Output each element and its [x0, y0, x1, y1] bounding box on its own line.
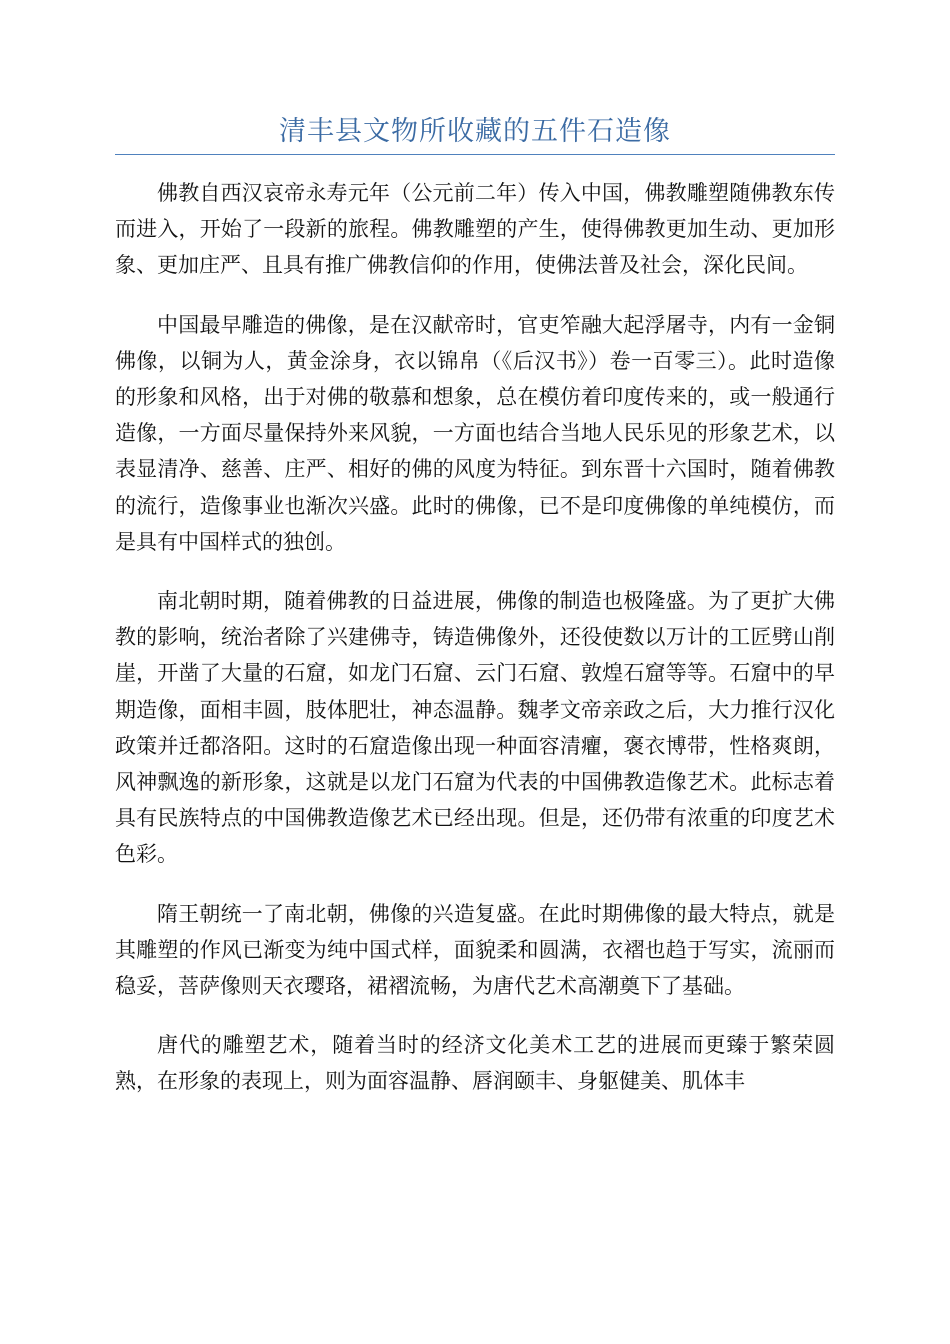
document-title: 清丰县文物所收藏的五件石造像 — [279, 116, 671, 147]
paragraph-2: 中国最早雕造的佛像，是在汉献帝时，官吏笮融大起浮屠寺，内有一金铜佛像，以铜为人，黄金涂身，衣以锦帛（《后汉书》）卷一百零三）。此时造像的形象和风格，出于对佛的敬慕和想象，总在模仿着印度传来的，或一般通行造像，一方面尽量保持外来风貌，一方面也结合当地人民乐见的形象艺术，以表显清净、慈善、庄严、相好的佛的风度为特征。到东晋十六国时，随着佛教的流行，造像事业也渐次兴盛。此时的佛像，已不是印度佛像的单纯模仿，而是具有中国样式的独创。 — [115, 312, 835, 554]
paragraph-3: 南北朝时期，随着佛教的日益进展，佛像的制造也极隆盛。为了更扩大佛教的影响，统治者除了兴建佛寺，铸造佛像外，还役使数以万计的工匠劈山削崖，开凿了大量的石窟，如龙门石窟、云门石窟、敦煌石窟等等。石窟中的早期造像，面相丰圆，肢体肥壮，神态温静。魏孝文帝亲政之后，大力推行汉化政策并迁都洛阳。这时的石窟造像出现一种面容清癯，褒衣博带，性格爽朗，风神飘逸的新形象，这就是以龙门石窟为代表的中国佛教造像艺术。此标志着具有民族特点的中国佛教造像艺术已经出现。但是，还仍带有浓重的印度艺术色彩。 — [115, 589, 835, 867]
title-underline — [115, 154, 835, 155]
paragraph-5: 唐代的雕塑艺术，随着当时的经济文化美术工艺的进展而更臻于繁荣圆熟，在形象的表现上，则为面容温静、唇润颐丰、身躯健美、肌体丰 — [115, 1033, 835, 1094]
document-body — [115, 175, 835, 1123]
paragraph-4: 隋王朝统一了南北朝，佛像的兴造复盛。在此时期佛像的最大特点，就是其雕塑的作风已渐变为纯中国式样，面貌柔和圆满，衣褶也趋于写实，流丽而稳妥，菩萨像则天衣璎珞，裙褶流畅，为唐代艺术高潮奠下了基础。 — [115, 901, 835, 999]
paragraph-1: 佛教自西汉哀帝永寿元年（公元前二年）传入中国，佛教雕塑随佛教东传而进入，开始了一段新的旅程。佛教雕塑的产生，使得佛教更加生动、更加形象、更加庄严、且具有推广佛教信仰的作用，使佛法普及社会，深化民间。 — [115, 181, 835, 278]
